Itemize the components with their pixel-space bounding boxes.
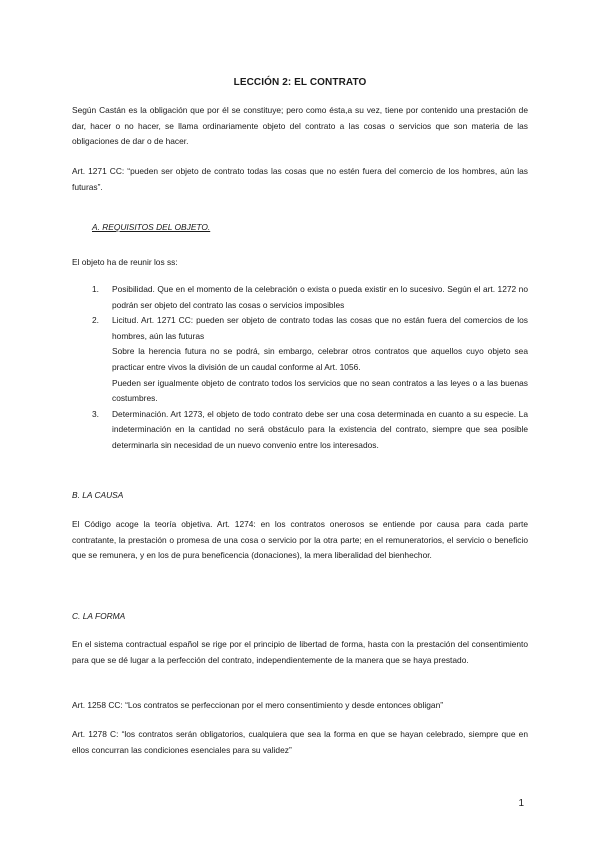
list-item-number: 1. xyxy=(92,284,99,294)
list-item-extra-text: Sobre la herencia futura no se podrá, sin embargo, celebrar otros contratos que aquellos cuyo objeto sea practicar entre vivos la división de un caudal conforme al Art. 1056. xyxy=(112,346,528,372)
list-item-number: 2. xyxy=(92,315,99,326)
list-item xyxy=(92,407,528,454)
section-b-paragraph: El Código acoge la teoría objetiva. Art. 1274: en los contratos onerosos se entiende por causa para cada parte contratante, la prestación o promesa de una cosa o servicio por la otra parte; en el remuneratorios, el servicio o beneficio que se remunera, y en los de pura beneficencia (donaciones), la mera liberalidad del bienhechor. xyxy=(72,519,528,561)
section-b-heading: B. LA CAUSA xyxy=(72,490,124,500)
page-title: LECCIÓN 2: EL CONTRATO xyxy=(233,77,367,88)
list-item xyxy=(92,282,528,313)
list-item-number: 3. xyxy=(92,408,99,419)
section-c-paragraph: En el sistema contractual español se rige por el principio de libertad de forma, hasta con la prestación del consentimiento para que se dé lugar a la perfección del contrato, independientemente de la manera que se haya prestado. xyxy=(72,639,528,665)
list-item-text: Licitud. Art. 1271 CC: pueden ser objeto de contrato todas las cosas que no están fuera del comercios de los hombres, aún las futuras xyxy=(112,315,528,341)
article-1271-paragraph: Art. 1271 CC: “pueden ser objeto de contrato todas las cosas que no estén fuera del comercio de los hombres, aún las futuras”. xyxy=(72,166,528,192)
list-item xyxy=(92,313,528,407)
article-1278-paragraph: Art. 1278 C: “los contratos serán obligatorios, cualquiera que sea la forma en que se hayan celebrado, siempre que en ellos concurran las condiciones esenciales para su validez” xyxy=(72,729,528,755)
requirements-list xyxy=(92,282,528,454)
page-number: 1 xyxy=(518,798,524,809)
list-item-extra-text: Pueden ser igualmente objeto de contrato todos los servicios que no sean contratos a las leyes o a las buenas costumbres. xyxy=(112,377,528,404)
list-item-text: Determinación. Art 1273, el objeto de todo contrato debe ser una cosa determinada en cuanto a su especie. La indeterminación en la cantidad no será obstáculo para la existencia del contrato, siempre que sea posible determinarla sin necesidad de un nuevo convenio entre los interesados. xyxy=(112,408,528,450)
article-1258-paragraph: Art. 1258 CC: “Los contratos se perfeccionan por el mero consentimiento y desde entonces obligan” xyxy=(72,700,444,710)
list-item-text: Posibilidad. Que en el momento de la celebración o exista o pueda existir en lo sucesivo. Según el art. 1272 no podrán ser objeto del contrato las cosas o servicios imposibles xyxy=(112,284,528,310)
section-c-heading: C. LA FORMA xyxy=(72,611,126,621)
section-a-lead: El objeto ha de reunir los ss: xyxy=(72,257,178,267)
section-a-heading: A. REQUISITOS DEL OBJETO. xyxy=(92,222,211,232)
intro-paragraph: Según Castán es la obligación que por él se constituye; pero como ésta,a su vez, tiene por contenido una prestación de dar, hacer o no hacer, se llama ordinariamente objeto del contrato a las cosas o servicios que son materia de las obligaciones de dar o de hacer. xyxy=(72,105,528,147)
